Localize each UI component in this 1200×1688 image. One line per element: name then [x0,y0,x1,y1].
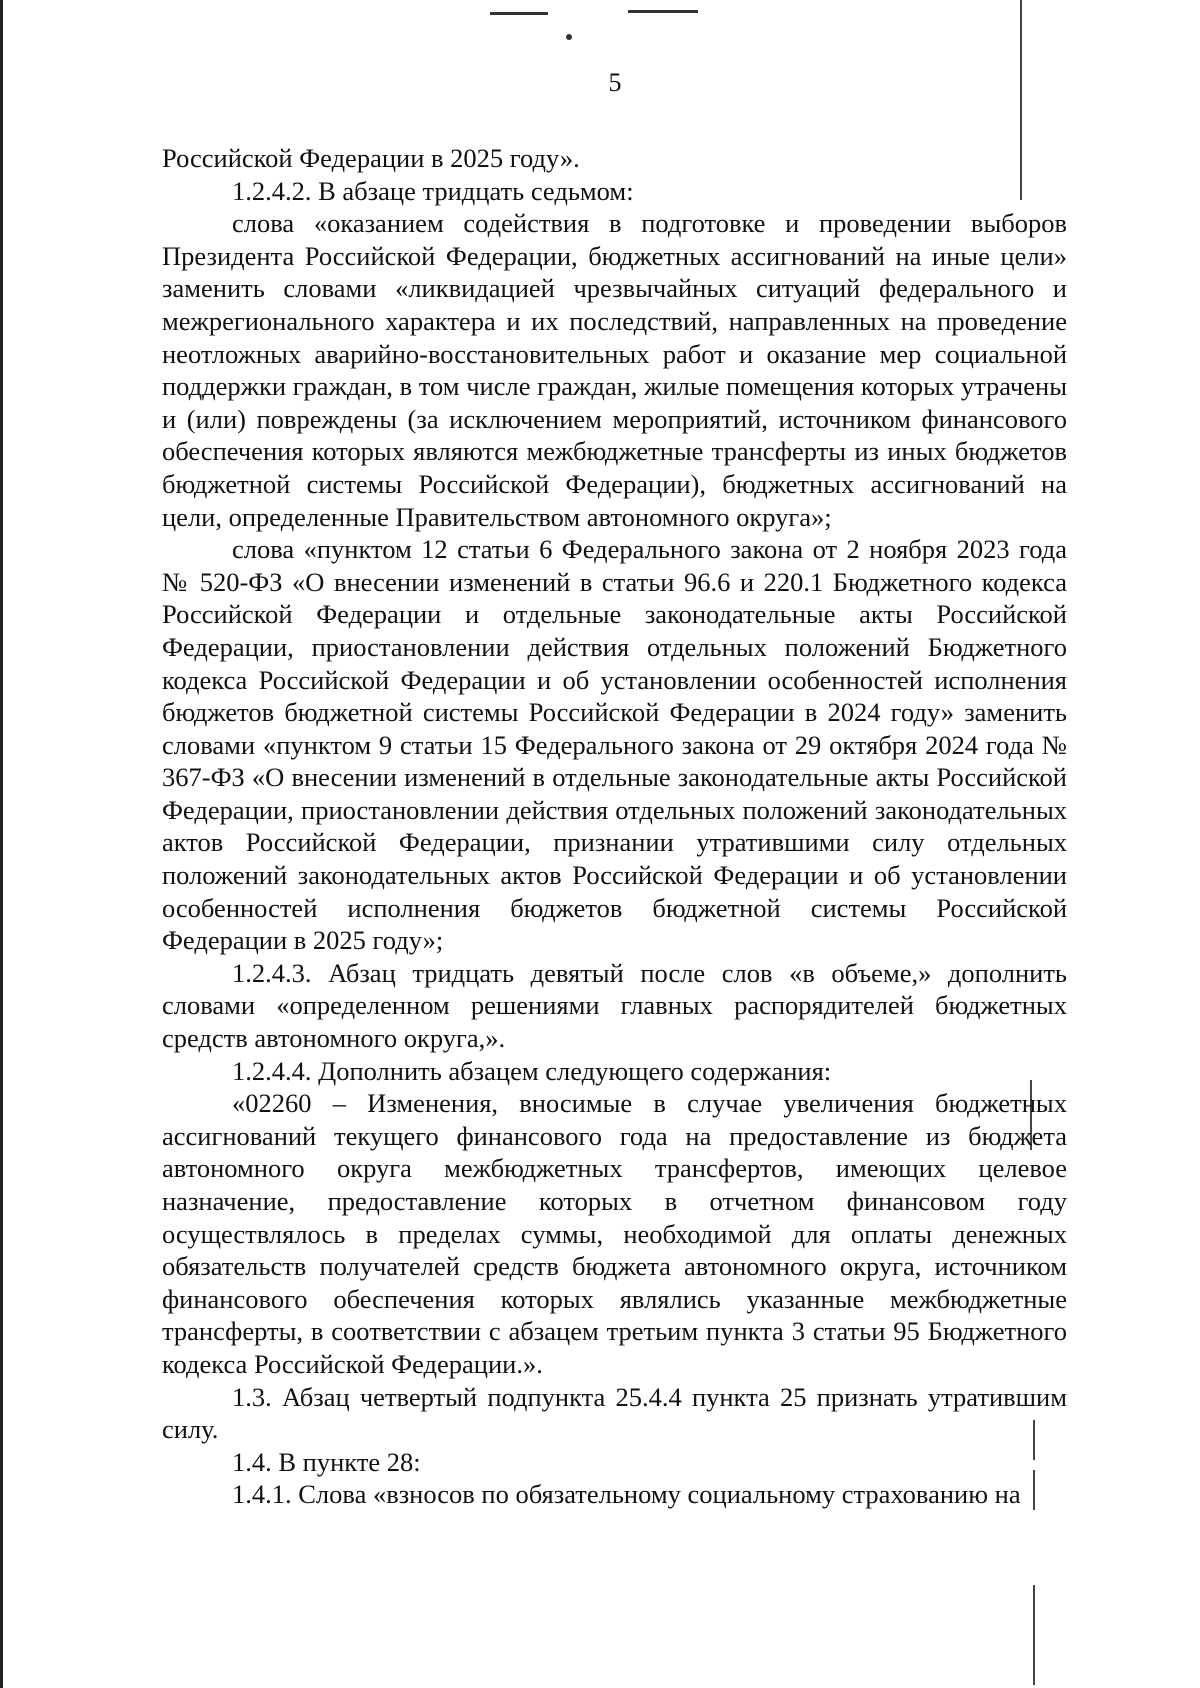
paragraph-1-2-4-2: 1.2.4.2. В абзаце тридцать седьмом: [232,175,634,206]
scan-mark-top-left [490,12,548,15]
paragraph-continuation: Российской Федерации в 2025 году». [162,143,580,173]
page-number: 5 [608,68,622,97]
paragraph-1-4: 1.4. В пункте 28: [232,1446,421,1477]
paragraph-replace-words-1: слова «оказанием содействия в подготовке и проведении выборов Президента Российской Федерации, бюджетных ассигнований на иные цели» заменить словами «ликвидацией чрезвычайных ситуаций федерального и межрегионального характера и их последствий, направленных на проведение неотложных аварийно-восстановительных работ и оказание мер социальной поддержки граждан, в том числе граждан, жилые помещения которых утрачены и (или) повреждены (за исключением мероприятий, источником финансового обеспечения которых являются межбюджетные трансферты из иных бюджетов бюджетной системы Российской Федерации), бюджетных ассигнований на цели, определенные Правительством автономного округа»; [162,208,1067,532]
paragraph-1-4-1: 1.4.1. Слова «взносов по обязательному социальному страхованию на [232,1479,1021,1510]
scan-mark-dot [566,34,572,40]
paragraph-1-2-4-3: 1.2.4.3. Абзац тридцать девятый после слов «в объеме,» дополнить словами «определенном решениями главных распорядителей бюджетных средств автономного округа,». [162,957,1067,1054]
page-left-edge [0,0,3,1688]
scan-mark-top-right [628,10,698,13]
paragraph-1-3: 1.3. Абзац четвертый подпункта 25.4.4 пункта 25 признать утратившим силу. [162,1381,1067,1445]
paragraph-1-2-4-4: 1.2.4.4. Дополнить абзацем следующего содержания: [232,1055,832,1086]
document-body [162,142,1067,1511]
paragraph-replace-words-2: слова «пунктом 12 статьи 6 Федерального закона от 2 ноября 2023 года № 520-ФЗ «О внесении изменений в статьи 96.6 и 220.1 Бюджетного кодекса Российской Федерации и отдельные законодательные акты Российской Федерации, приостановлении действия отдельных положений Бюджетного кодекса Российской Федерации и об установлении особенностей исполнения бюджетов бюджетной системы Российской Федерации в 2024 году» заменить словами «пунктом 9 статьи 15 Федерального закона от 29 октября 2024 года № 367-ФЗ «О внесении изменений в отдельные законодательные акты Российской Федерации, приостановлении действия отдельных положений законодательных актов Российской Федерации, признании утратившими силу отдельных положений законодательных актов Российской Федерации и об установлении особенностей исполнения бюджетов бюджетной системы Российской Федерации в 2025 году»; [162,534,1067,956]
paragraph-02260: «02260 – Изменения, вносимые в случае увеличения бюджетных ассигнований текущего финансового года на предоставление из бюджета автономного округа межбюджетных трансфертов, имеющих целевое назначение, предоставление которых в отчетном финансовом году осуществлялось в пределах суммы, необходимой для оплаты денежных обязательств получателей средств бюджета автономного округа, источником финансового обеспечения которых являлись указанные межбюджетные трансферты, в соответствии с абзацем третьим пункта 3 статьи 95 Бюджетного кодекса Российской Федерации.». [162,1088,1067,1379]
scan-rule-bottom [1033,1585,1035,1685]
